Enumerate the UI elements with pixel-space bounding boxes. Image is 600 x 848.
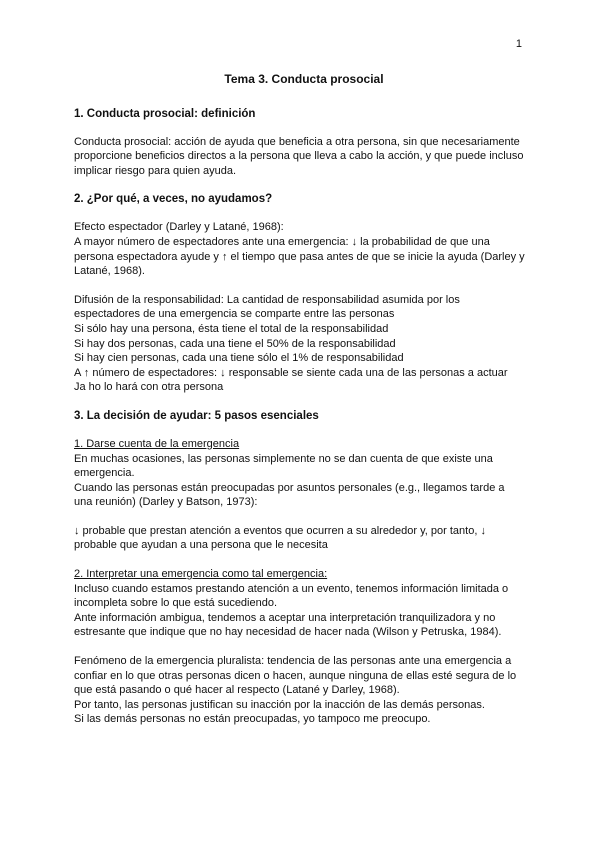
text-line: confiar en lo que otras personas dicen o hacen, aunque ninguna de ellas esté segura de lo xyxy=(74,669,517,682)
text-line: Ante información ambigua, tendemos a aceptar una interpretación tranquilizadora y no xyxy=(74,611,496,624)
bystander-effect-paragraph xyxy=(74,220,534,278)
section-1-paragraph xyxy=(74,135,534,179)
text-line: Efecto espectador (Darley y Latané, 1968): xyxy=(74,221,284,234)
section-3-heading: 3. La decisión de ayudar: 5 pasos esenciales xyxy=(74,409,319,422)
text-line: implicar riesgo para quien ayuda. xyxy=(74,164,237,177)
text-line: Si sólo hay una persona, ésta tiene el total de la responsabilidad xyxy=(74,322,389,335)
step-1-paragraph xyxy=(74,437,534,510)
text-line: proporcione beneficios directos a la persona que lleva a cabo la acción, y que puede incluso xyxy=(74,150,524,163)
document-title: Tema 3. Conducta prosocial xyxy=(224,72,384,86)
text-line: que está pasando o qué hacer al respecto (Latané y Darley, 1968). xyxy=(74,684,400,697)
document-body xyxy=(74,72,534,741)
page-number: 1 xyxy=(515,38,522,50)
text-line: A mayor número de espectadores ante una emergencia: ↓ la probabilidad de que una xyxy=(74,235,490,248)
step-2-paragraph xyxy=(74,567,534,640)
text-line: Difusión de la responsabilidad: La cantidad de responsabilidad asumida por los xyxy=(74,293,460,306)
text-line: persona espectadora ayude y ↑ el tiempo que pasa antes de que se inicie la ayuda (Darley y xyxy=(74,250,525,263)
text-line: emergencia. xyxy=(74,467,135,480)
text-line: Cuando las personas están preocupadas por asuntos personales (e.g., llegamos tarde a xyxy=(74,481,505,494)
text-line: ↓ probable que prestan atención a eventos que ocurren a su alrededor y, por tanto, ↓ xyxy=(74,524,486,537)
text-line: espectadores de una emergencia se comparte entre las personas xyxy=(74,308,395,321)
step-2-title: 2. Interpretar una emergencia como tal emergencia: xyxy=(74,568,328,581)
step-1-consequence-paragraph xyxy=(74,524,534,553)
text-line: incompleta sobre lo que está sucediendo. xyxy=(74,597,278,610)
responsibility-diffusion-paragraph xyxy=(74,293,534,395)
text-line: Fenómeno de la emergencia pluralista: tendencia de las personas ante una emergencia a xyxy=(74,655,512,668)
text-line: Si las demás personas no están preocupadas, yo tampoco me preocupo. xyxy=(74,713,431,726)
text-line: Si hay cien personas, cada una tiene sólo el 1% de responsabilidad xyxy=(74,352,404,365)
text-line: Incluso cuando estamos prestando atención a un evento, tenemos información limitada o xyxy=(74,582,509,595)
section-2-heading: 2. ¿Por qué, a veces, no ayudamos? xyxy=(74,193,273,206)
text-line: En muchas ocasiones, las personas simplemente no se dan cuenta de que existe una xyxy=(74,452,493,465)
text-line: A ↑ número de espectadores: ↓ responsable se siente cada una de las personas a actuar xyxy=(74,366,508,379)
text-line: Ja ho lo hará con otra persona xyxy=(74,381,224,394)
text-line: Por tanto, las personas justifican su inacción por la inacción de las demás personas. xyxy=(74,698,485,711)
text-line: Conducta prosocial: acción de ayuda que beneficia a otra persona, sin que necesariamente xyxy=(74,135,520,148)
text-line: una reunión) (Darley y Batson, 1973): xyxy=(74,496,258,509)
text-line: Si hay dos personas, cada una tiene el 50% de la responsabilidad xyxy=(74,337,396,350)
text-line: Latané, 1968). xyxy=(74,265,145,278)
section-1-heading: 1. Conducta prosocial: definición xyxy=(74,107,256,120)
text-line: estresante que indique que no hay necesidad de hacer nada (Wilson y Petruska, 1984). xyxy=(74,626,502,639)
step-1-title: 1. Darse cuenta de la emergencia xyxy=(74,437,240,450)
pluralistic-ignorance-paragraph xyxy=(74,654,534,727)
text-line: probable que ayudan a una persona que le necesita xyxy=(74,539,328,552)
